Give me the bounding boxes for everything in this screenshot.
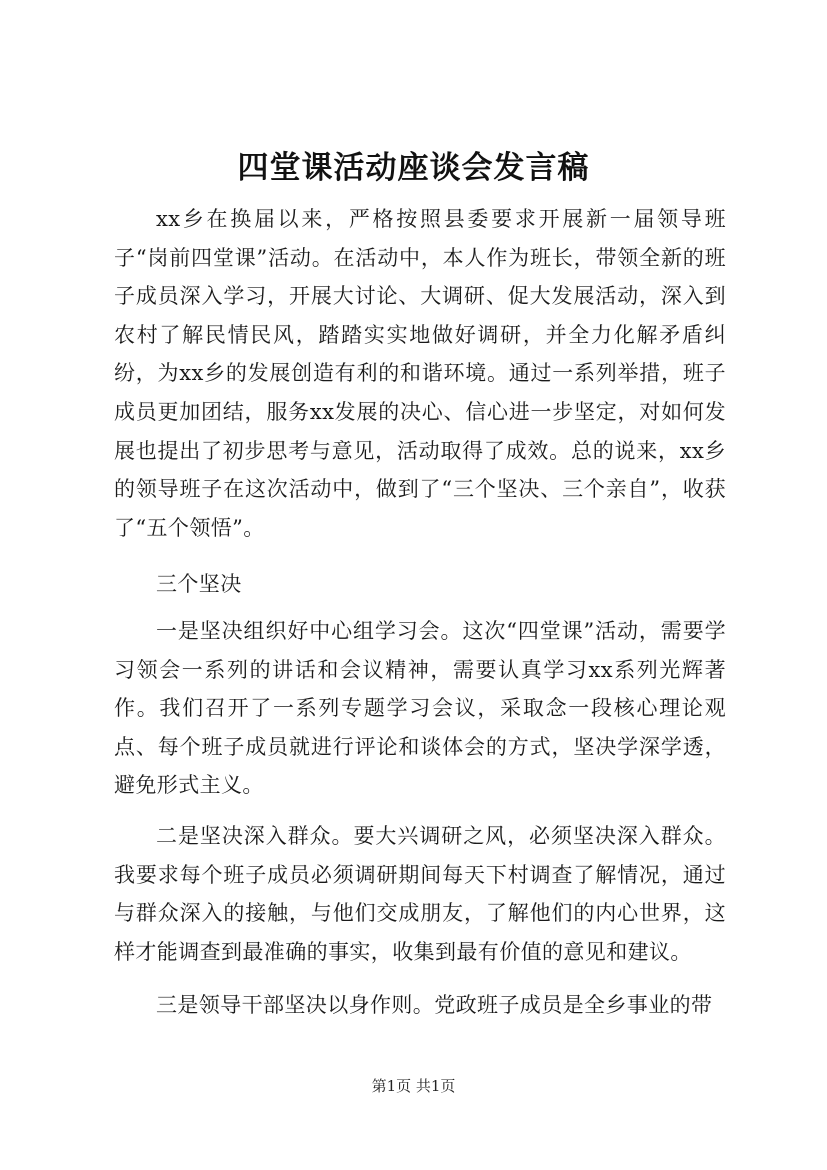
paragraph: 二是坚决深入群众。要大兴调研之风，必须坚决深入群众。我要求每个班子成员必须调研期间每天下村调查了解情况，通过与群众深入的接触，与他们交成朋友，了解他们的内心世界，这样才能调查到最准确的事实，收集到最有价值的意见和建议。 <box>114 824 726 964</box>
page-footer: 第1页 共1页 <box>371 1077 456 1095</box>
document-title: 四堂课活动座谈会发言稿 <box>237 150 590 186</box>
paragraph-second <box>114 817 726 971</box>
paragraph: 一是坚决组织好中心组学习会。这次“四堂课”活动，需要学习领会一系列的讲话和会议精神，需要认真学习xx系列光辉著作。我们召开了一系列专题学习会议，采取念一段核心理论观点、每个班子成员就进行评论和谈体会的方式，坚决学深学透，避免形式主义。 <box>114 619 726 798</box>
paragraph-first <box>114 612 726 805</box>
paragraph: xx乡在换届以来，严格按照县委要求开展新一届领导班子“岗前四堂课”活动。在活动中，本人作为班长，带领全新的班子成员深入学习，开展大讨论、大调研、促大发展活动，深入到农村了解民情民风，踏踏实实地做好调研，并全力化解矛盾纠纷，为xx乡的发展创造有利的和谐环境。通过一系列举措，班子成员更加团结，服务xx发展的决心、信心进一步坚定，对如何发展也提出了初步思考与意见，活动取得了成效。总的说来，xx乡的领导班子在这次活动中，做到了“三个坚决、三个亲自”，收获了“五个领悟”。 <box>114 207 726 540</box>
section-heading <box>114 565 726 604</box>
section-heading-text: 三个坚决 <box>156 572 242 596</box>
paragraph: 三是领导干部坚决以身作则。党政班子成员是全乡事业的带 <box>156 993 713 1017</box>
paragraph-third <box>114 986 726 1025</box>
paragraph-intro <box>114 200 726 547</box>
